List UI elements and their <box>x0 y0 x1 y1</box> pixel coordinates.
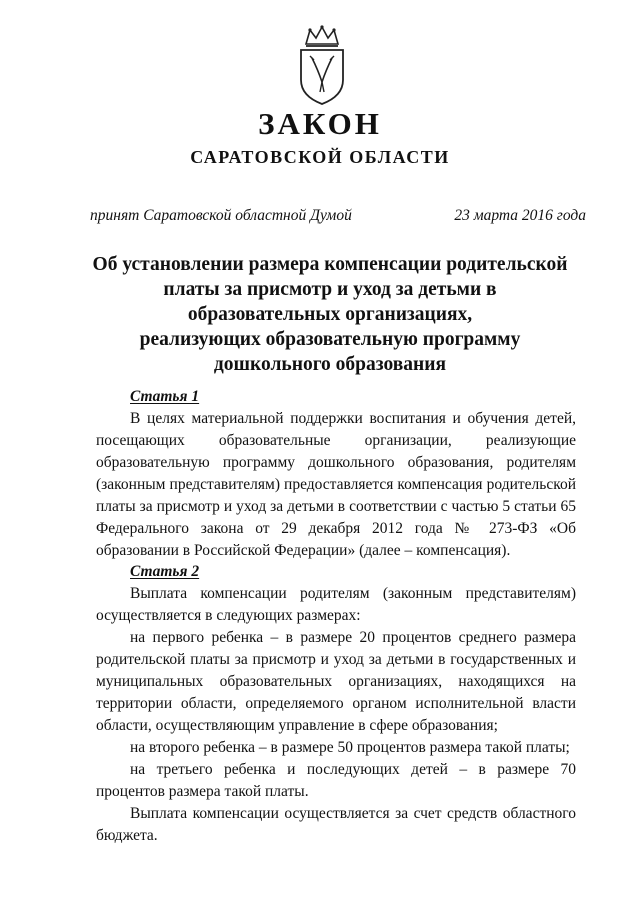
article-paragraph: Выплата компенсации осуществляется за счет средств областного бюджета. <box>96 805 576 844</box>
heading-line: платы за присмотр и уход за детьми в <box>163 279 497 300</box>
heading-line: реализующих образовательную программу <box>139 329 521 350</box>
law-heading <box>80 252 580 377</box>
article-title: Статья 1 <box>130 388 200 405</box>
article-paragraph: на второго ребенка – в размере 50 процентов размера такой платы; <box>130 739 570 756</box>
article-1 <box>96 386 576 562</box>
adopted-by: принят Саратовской областной Думой <box>90 207 352 224</box>
coat-of-arms-icon <box>296 24 348 106</box>
law-region: САРАТОВСКОЙ ОБЛАСТИ <box>190 147 450 167</box>
article-paragraph: В целях материальной поддержки воспитания и обучения детей, посещающих образовательные организации, реализующие образовательную программу дошкольного образования, родителям (законным представителям) предоставляется компенсация родительской платы за присмотр и уход за детьми в соответствии с частью 5 статьи 65 Федерального закона от 29 декабря 2012 года № 273-ФЗ «Об образовании в Российской Федерации» (далее – компенсация). <box>96 410 576 559</box>
article-title: Статья 2 <box>130 563 200 580</box>
law-title: ЗАКОН <box>258 106 382 141</box>
adoption-line <box>90 206 586 226</box>
article-paragraph: Выплата компенсации родителям (законным представителям) осуществляется в следующих размерах: <box>96 585 576 624</box>
article-paragraph: на третьего ребенка и последующих детей – в размере 70 процентов размера такой платы. <box>96 761 576 800</box>
adoption-date: 23 марта 2016 года <box>454 207 586 224</box>
heading-line: образовательных организациях, <box>187 304 473 325</box>
article-paragraph: на первого ребенка – в размере 20 процентов среднего размера родительской платы за присмотр и уход за детьми в государственных и муниципальных образовательных организациях, находящихся на территории области, определяемого органом исполнительной власти области, осуществляющим управление в сфере образования; <box>96 629 576 734</box>
heading-line: Об установлении размера компенсации родительской <box>92 254 568 275</box>
heading-line: дошкольного образования <box>213 354 447 375</box>
article-2 <box>96 561 576 847</box>
